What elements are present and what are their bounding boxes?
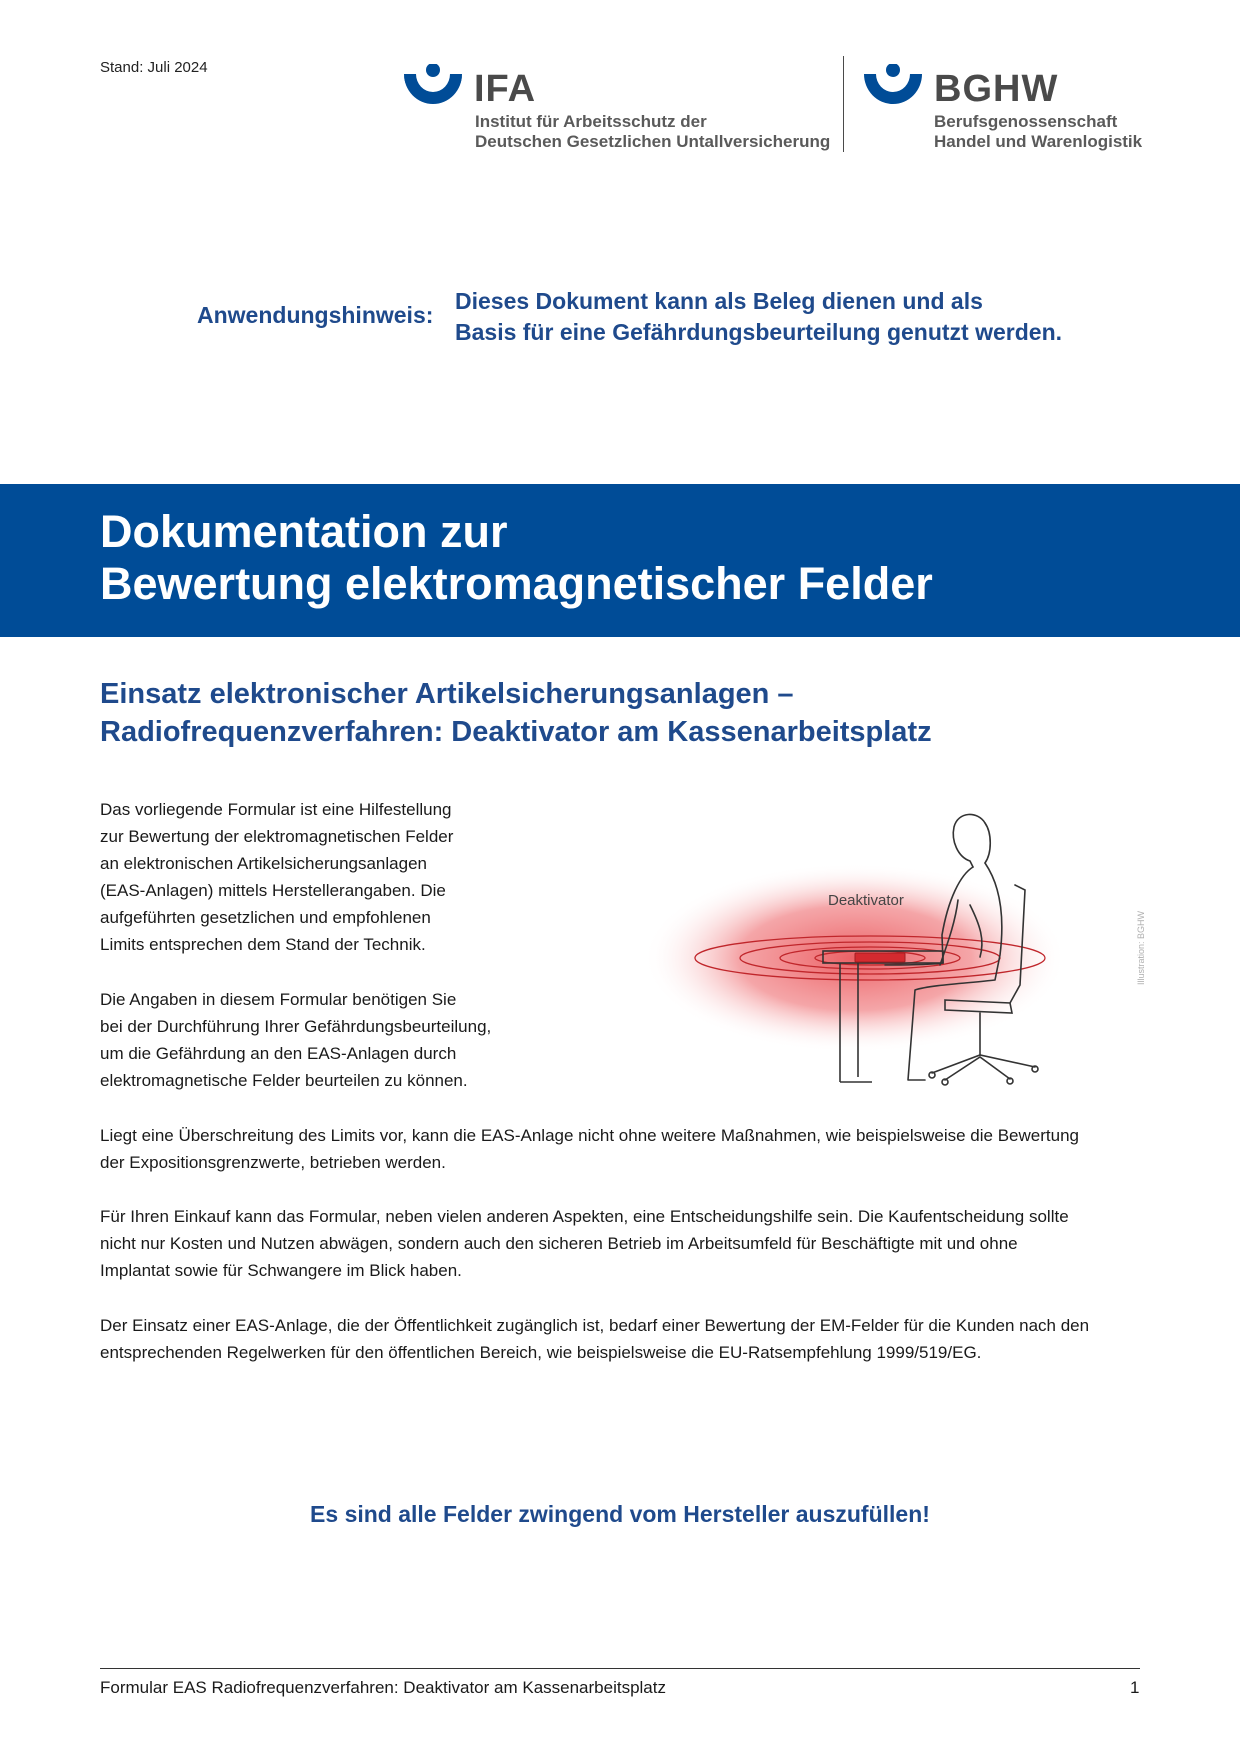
footer-title: Formular EAS Radiofrequenzverfahren: Deaktivator am Kassenarbeitsplatz [100, 1678, 666, 1697]
text-line: Der Einsatz einer EAS-Anlage, die der Öffentlichkeit zugänglich ist, bedarf einer Bewertung der EM-Felder für die Kunden nach den [100, 1316, 1090, 1335]
text-line: Limits entsprechen dem Stand der Technik. [100, 935, 426, 954]
body-paragraph-3 [100, 1122, 1150, 1176]
usage-hint-text [455, 286, 1062, 348]
mandatory-fields-notice: Es sind alle Felder zwingend vom Hersteller auszufüllen! [310, 1501, 930, 1527]
text-line: nicht nur Kosten und Nutzen abwägen, sondern auch den sicheren Betrieb im Arbeitsumfeld für Beschäftigte mit und ohne [100, 1234, 1018, 1253]
ifa-emblem-icon [402, 64, 464, 110]
text-line: bei der Durchführung Ihrer Gefährdungsbeurteilung, [100, 1017, 492, 1036]
footer-divider [100, 1668, 1140, 1669]
document-title [100, 506, 933, 610]
text-line: zur Bewertung der elektromagnetischen Felder [100, 827, 454, 846]
intro-paragraph-2 [100, 986, 560, 1094]
usage-hint-label: Anwendungshinweis: [197, 302, 434, 328]
text-line: der Expositionsgrenzwerte, betrieben werden. [100, 1153, 446, 1172]
document-title-line2: Bewertung elektromagnetischer Felder [100, 558, 933, 609]
deactivator-pad [855, 953, 905, 962]
page-number: 1 [1130, 1678, 1140, 1697]
bghw-emblem-icon [862, 64, 924, 110]
body-paragraph-5 [100, 1312, 1150, 1366]
text-line: (EAS-Anlagen) mittels Herstellerangaben. Die [100, 881, 446, 900]
bghw-subtitle-line2: Handel und Warenlogistik [934, 132, 1143, 151]
bghw-subtitle-line1: Berufsgenossenschaft [934, 112, 1118, 131]
illustration-credit: Illustration: BGHW [1136, 910, 1146, 985]
document-subtitle-line2: Radiofrequenzverfahren: Deaktivator am Kassenarbeitsplatz [100, 716, 932, 748]
text-line: Liegt eine Überschreitung des Limits vor, kann die EAS-Anlage nicht ohne weitere Maßnahmen, wie beispielsweise die Bewertung [100, 1126, 1079, 1145]
title-banner [0, 484, 1240, 637]
bghw-logo [862, 62, 1162, 158]
deactivator-label: Deaktivator [828, 892, 904, 909]
text-line: aufgeführten gesetzlichen und empfohlenen [100, 908, 431, 927]
text-line: um die Gefährdung an den EAS-Anlagen durch [100, 1044, 457, 1063]
text-line: elektromagnetische Felder beurteilen zu können. [100, 1071, 468, 1090]
usage-hint-line2: Basis für eine Gefährdungsbeurteilung genutzt werden. [455, 319, 1063, 345]
document-subtitle-line1: Einsatz elektronischer Artikelsicherungsanlagen – [100, 678, 794, 710]
ifa-subtitle-line1: Institut für Arbeitsschutz der [475, 112, 707, 131]
document-title-line1: Dokumentation zur [100, 506, 508, 557]
text-line: entsprechenden Regelwerken für den öffentlichen Bereich, wie beispielsweise die EU-Ratsempfehlung 1999/519/EG. [100, 1343, 982, 1362]
text-line: Das vorliegende Formular ist eine Hilfestellung [100, 800, 452, 819]
intro-paragraph-1 [100, 796, 520, 958]
bghw-name: BGHW [934, 68, 1059, 110]
ifa-subtitle-line2: Deutschen Gesetzlichen Untallversicherung [475, 132, 831, 151]
body-paragraph-4 [100, 1203, 1150, 1284]
usage-hint-line1: Dieses Dokument kann als Beleg dienen und als [455, 288, 983, 314]
text-line: Die Angaben in diesem Formular benötigen Sie [100, 990, 457, 1009]
text-line: an elektronischen Artikelsicherungsanlagen [100, 854, 427, 873]
ifa-logo [402, 62, 842, 158]
text-line: Implantat sowie für Schwangere im Blick haben. [100, 1261, 462, 1280]
text-line: Für Ihren Einkauf kann das Formular, neben vielen anderen Aspekten, eine Entscheidungshilfe sein. Die Kaufentscheidung sollte [100, 1207, 1069, 1226]
illustration-drawing [640, 805, 1060, 1095]
document-subtitle [100, 675, 932, 751]
logo-divider [843, 56, 844, 152]
ifa-name: IFA [474, 68, 537, 110]
deactivator-illustration [640, 805, 1060, 1095]
document-date: Stand: Juli 2024 [100, 59, 208, 76]
